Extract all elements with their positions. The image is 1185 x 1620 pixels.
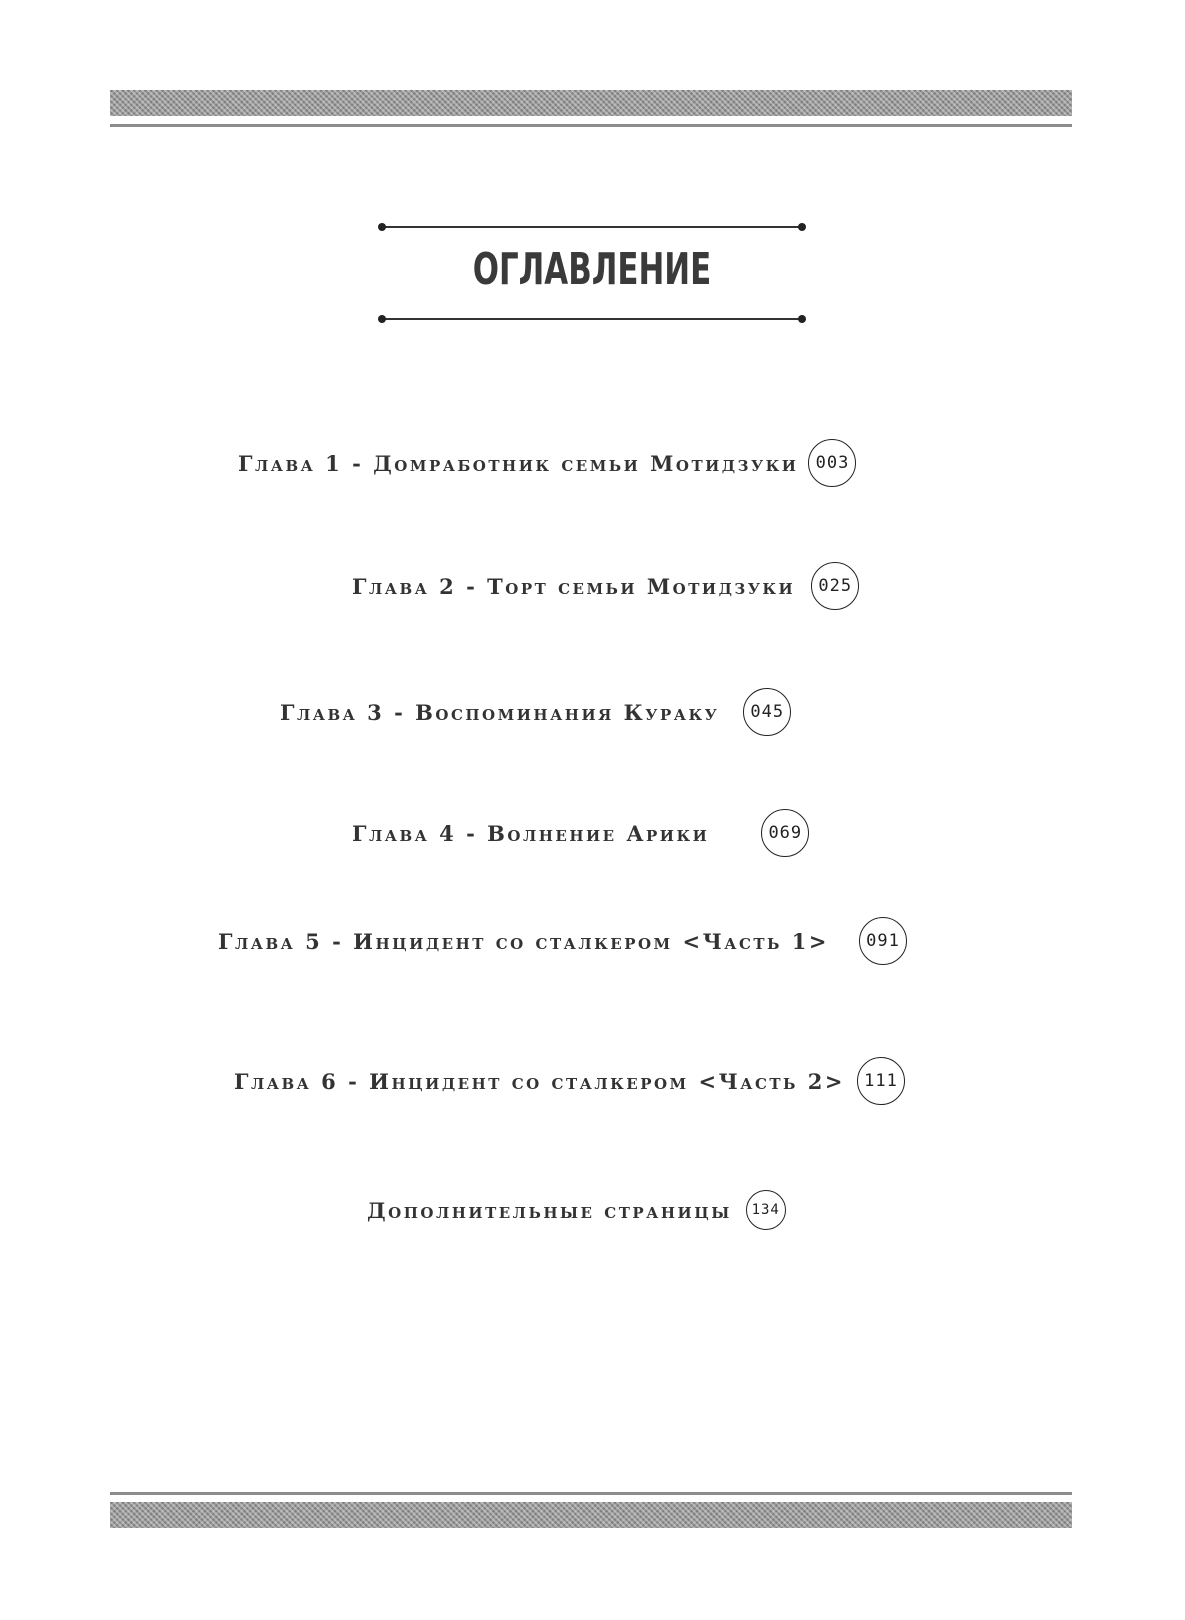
toc-entry-label: Глава 2 - Торт семьи Мотидзуки bbox=[352, 573, 796, 599]
toc-entry-label: Дополнительные страницы bbox=[367, 1197, 732, 1223]
top-decorative-band bbox=[110, 90, 1072, 116]
toc-entry-chapter-2[interactable] bbox=[352, 562, 859, 610]
page-number-badge: 025 bbox=[811, 562, 859, 610]
page-number-badge: 091 bbox=[859, 917, 907, 965]
toc-entry-chapter-6[interactable] bbox=[234, 1057, 905, 1105]
page-title: ОГЛАВЛЕНИЕ bbox=[472, 244, 712, 295]
page-number-badge: 069 bbox=[761, 809, 809, 857]
top-rule bbox=[110, 124, 1072, 127]
title-rule-top bbox=[382, 226, 802, 228]
page-number-badge: 134 bbox=[746, 1190, 786, 1230]
toc-entry-extra-pages[interactable] bbox=[367, 1190, 786, 1230]
toc-entry-chapter-4[interactable] bbox=[352, 809, 809, 857]
bottom-decorative-band bbox=[110, 1502, 1072, 1528]
page-number-badge: 003 bbox=[808, 439, 856, 487]
title-rule-bottom bbox=[382, 318, 802, 320]
toc-entry-label: Глава 1 - Домработник семьи Мотидзуки bbox=[238, 450, 799, 476]
toc-entry-label: Глава 5 - Инцидент со сталкером <Часть 1> bbox=[218, 928, 829, 954]
toc-entry-label: Глава 4 - Волнение Арики bbox=[352, 820, 710, 846]
bottom-rule bbox=[110, 1492, 1072, 1495]
toc-entry-chapter-5[interactable] bbox=[218, 917, 907, 965]
page-number-badge: 111 bbox=[857, 1057, 905, 1105]
toc-entry-label: Глава 3 - Воспоминания Кураку bbox=[280, 699, 720, 725]
toc-entry-chapter-1[interactable] bbox=[238, 439, 856, 487]
toc-entry-chapter-3[interactable] bbox=[280, 688, 791, 736]
toc-entry-label: Глава 6 - Инцидент со сталкером <Часть 2> bbox=[234, 1068, 845, 1094]
page-number-badge: 045 bbox=[743, 688, 791, 736]
